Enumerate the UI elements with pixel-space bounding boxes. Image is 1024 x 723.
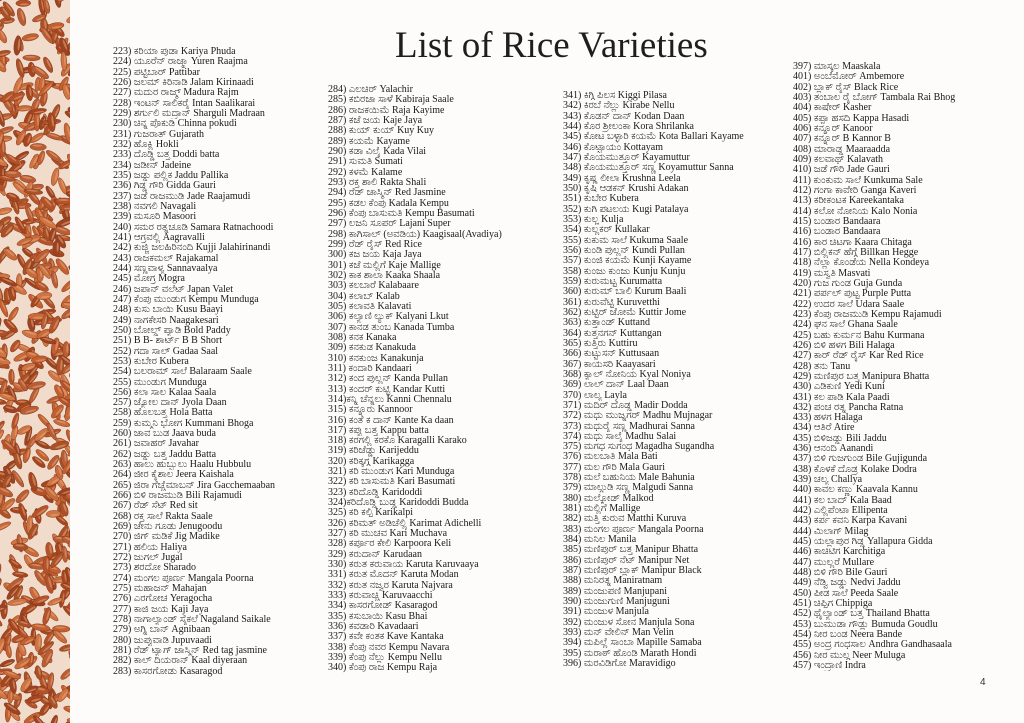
- variety-item: 456) ನೀರ ಮುಲ್ಗ Neer Muluga: [793, 650, 906, 661]
- variety-item: 244) ಸಣ್ಣವಾಳ್ಯ Sannavaalya: [113, 263, 218, 274]
- rice-grain: [10, 412, 20, 430]
- variety-item: 250) ಬೋಲ್ಡ್ ಪ್ಯಾಡಿ Bold Paddy: [113, 325, 231, 336]
- variety-item: 255) ಮುಂಡುಗ Munduga: [113, 377, 207, 388]
- variety-item: 435) ಬಿಳಿಜಡ್ಡು Bili Jaddu: [793, 433, 887, 444]
- variety-item: 301) ಕಜೆ ಮಲ್ಲಿಗೆ Kaje Mallige: [328, 260, 441, 271]
- variety-item: 283) ಕಾಸರಗೋಡು Kasaragod: [113, 666, 223, 677]
- variety-item: 422) ಉದರ ಸಾಲೆ Udara Saale: [793, 299, 905, 310]
- variety-item: 431) ಕಲ ಪಾಡಿ Kala Paadi: [793, 392, 890, 403]
- variety-item: 417) ಬಿಲ್ಲಿಕನ್ ಹೆಗ್ಗೆ Billkan Hegge: [793, 247, 919, 258]
- variety-item: 455) ಅಂದ್ರ ಗಂಧಸಾಲ Andhra Gandhasaala: [793, 640, 952, 651]
- variety-item: 308) ಕನಕ Kanaka: [328, 332, 397, 343]
- variety-item: 378) ಮಲೆ ಬಹುನಿಯ Male Bahunia: [563, 473, 695, 484]
- variety-item: 396) ಮರವಿಡಿಗೋ Maravidigo: [563, 659, 676, 670]
- variety-item: 225) ಪಟ್ಟಿಬಾರ್ Pattibar: [113, 67, 200, 78]
- rice-grain: [16, 0, 31, 7]
- variety-item: 373) ಮಧುರೈ ಸಣ್ಣ Madhurai Sanna: [563, 421, 695, 432]
- variety-item: 453) ಬುಮುಡಾ ಗೌಡ್ಲು Bumuda Goudlu: [793, 619, 938, 630]
- variety-item: 429) ಮಣಿಪುರ ಬತ್ತ Manipura Bhatta: [793, 371, 930, 382]
- rice-grain: [60, 277, 70, 293]
- variety-item: 262) ಜಡ್ಡು ಬತ್ತ Jaddu Batta: [113, 449, 217, 460]
- variety-item: 292) ಕಳಮೆ Kalame: [328, 167, 403, 178]
- variety-item: 351) ಕುಬೇರ Kubera: [563, 194, 639, 205]
- variety-item: 359) ಕುರುಮಟ್ಟ Kurumatta: [563, 276, 663, 287]
- variety-item: 318) ಕರಗಲ್ಲಿ ಕರಕೊ Karagalli Karako: [328, 436, 467, 447]
- variety-item: 294) ರೆಡ್ ಜಾಸ್ಮಿನ್ Red Jasmine: [328, 188, 446, 199]
- variety-item: 432) ಪಂಚ ರತ್ನ Pancha Ratna: [793, 402, 904, 413]
- variety-item: 224) ಯೂರೆನ್ ರಾಜ್ಮಾ Yuren Raajma: [113, 57, 248, 68]
- variety-item: 316) ಕಂತೆ ಕ ದಾನ್ Kante Ka daan: [328, 415, 454, 426]
- variety-item: 441) ಕಲ ಬಾದ್ Kala Baad: [793, 495, 892, 506]
- variety-item: 344) ಕೊರ ಶ್ರೀಲಂಕಾ Kora Shrilanka: [563, 121, 694, 132]
- variety-item: 413) ಕರೀಕಂಟಕ Kareekantaka: [793, 196, 904, 207]
- variety-item: 309) ಕನಕುಡ Kanakuda: [328, 343, 416, 354]
- variety-item: 254) ಬಲರಾಮ್ ಸಾಲೆ Balaraam Saale: [113, 367, 252, 378]
- variety-item: 282) ಕಾಲ್ ದಿಯರಾನ್ Kaal diyeraan: [113, 656, 248, 667]
- variety-item: 361) ಕುರುವೆಟ್ಟಿ Kuruvetthi: [563, 297, 660, 308]
- variety-item: 364) ಕುತ್ತನಗನ್ Kuttangan: [563, 328, 662, 339]
- variety-item: 444) ಮಿಲಾಗ್ Milag: [793, 526, 869, 537]
- variety-item: 451) ಚಿಪ್ಪಿಗ Chippiga: [793, 599, 873, 610]
- variety-item: 420) ಗುಜ ಗುಂಡ Guja Gunda: [793, 278, 903, 289]
- variety-item: 338) ಕೆಂಪು ನವರ Kempu Navara: [328, 642, 450, 653]
- variety-item: 345) ಕೋಟ ಬಳ್ಳಾರಿ ಕಯಮೆ Kota Ballari Kayame: [563, 132, 744, 143]
- variety-item: 401) ಅಂಬೆಮೋರ್ Ambemore: [793, 72, 905, 83]
- variety-item: 276) ಎರಗೋಚ Yeragocha: [113, 594, 213, 605]
- variety-item: 336) ಕವಡಾರಿ Kavadaari: [328, 622, 419, 633]
- variety-item: 447) ಮುಲ್ಲರೆ Mullare: [793, 557, 875, 568]
- rice-grain: [15, 7, 27, 26]
- variety-item: 411) ಕುಂಕುಮ ಸಾಲೆ Kunkuma Sale: [793, 175, 923, 186]
- variety-item: 391) ಮಂಜುಳ Manjula: [563, 607, 649, 618]
- rice-grain: [66, 13, 70, 25]
- variety-item: 382) ಮತ್ತಿ ಕುರುವ Matthi Kuruva: [563, 514, 687, 525]
- variety-item: 443) ಕರ್ಪ ಕವನಿ Karpa Kavani: [793, 516, 908, 527]
- variety-item: 227) ಮದುರ ರಾಜ್ಮ್ Madura Rajm: [113, 88, 239, 99]
- variety-item: 291) ಸುಮತಿ Sumati: [328, 157, 403, 168]
- variety-item: 270) ಜಿಗ್ ಮಡಿಕೆ Jig Madike: [113, 532, 220, 543]
- rice-grain-image: [0, 0, 70, 723]
- variety-item: 310) ಕನಕುಂಜ Kanakunja: [328, 353, 424, 364]
- variety-item: 440) ಕಾವಲ ಕಣ್ಣು Kaavala Kannu: [793, 485, 918, 496]
- variety-item: 233) ದೊಡ್ಡಿ ಬತ್ತ Doddi batta: [113, 150, 220, 161]
- variety-item: 362) ಕುಟ್ಟಿರ್ ಜೋಮೆ Kuttir Jome: [563, 307, 687, 318]
- rice-grain: [13, 35, 22, 55]
- variety-item: 281) ರೆಡ್ ಟ್ಯಾಗ್ ಜಾಸ್ಮಿನ್ Red tag jasmine: [113, 646, 267, 657]
- variety-item: 380) ಮಲ್ಕೋಡ್ Malkod: [563, 493, 654, 504]
- variety-item: 267) ರೆಡ್ ಸೆಟ್ Red sit: [113, 501, 198, 512]
- rice-grain: [23, 55, 41, 61]
- variety-item: 234) ಜಡೀನ್ Jadeine: [113, 160, 192, 171]
- variety-item: 397) ಮಾಸ್ಕಲ Maaskala: [793, 62, 881, 72]
- variety-item: 325) ಕರಿ ಕಲ್ಪಿ Karikalpi: [328, 508, 414, 519]
- variety-item: 299) ರೆಡ್ ರೈಸ್ Red Rice: [328, 239, 422, 250]
- variety-item: 446) ಕಾಚಿಟಿಗ Karchitiga: [793, 547, 886, 558]
- variety-item: 286) ರಾಜಕಯಿಮೆ Raja Kayime: [328, 105, 445, 116]
- variety-item: 268) ರಕ್ತ ಸಾಲೆ Rakta Saale: [113, 511, 213, 522]
- variety-item: 272) ಜುಗಲ್ Jugal: [113, 553, 183, 564]
- variety-item: 232) ಹೊಕ್ಲಿ Hokli: [113, 139, 179, 150]
- variety-column-2: [328, 85, 558, 674]
- rice-grain: [25, 84, 33, 101]
- variety-item: 424) ಘನ ಸಾಲೆ Ghana Saale: [793, 320, 898, 331]
- variety-item: 367) ಕಾಯಸರಿ Kaayasari: [563, 359, 656, 370]
- variety-item: 388) ಮನಿರತ್ನ Maniratnam: [563, 576, 663, 587]
- rice-grain: [0, 520, 12, 533]
- variety-item: 357) ಕುಂಜಿ ಕಯಮೆ Kunji Kayame: [563, 256, 692, 267]
- variety-item: 322) ಕರಿ ಬಾಸುಮತಿ Kari Basumati: [328, 477, 456, 488]
- variety-item: 228) ಇಂಟನ್ ಸಾಲಿಕರೈ Intan Saalikarai: [113, 98, 256, 109]
- variety-item: 246) ಜಪಾನ್ ವಲೆಟ್ Japan Valet: [113, 284, 234, 295]
- rice-grain: [0, 206, 13, 216]
- variety-item: 315) ಕನ್ನೂರು Kannoor: [328, 405, 413, 416]
- variety-item: 421) ಪರ್ಪಲ್ ಪುಟ್ಟ Purple Putta: [793, 289, 912, 300]
- page-title: List of Rice Varieties: [395, 25, 708, 66]
- variety-item: 385) ಮಣಿಪುರ್ ಬತ್ತ Manipur Bhatta: [563, 545, 699, 556]
- variety-item: 415) ಬಂಡಾರ Bandaara: [793, 216, 881, 227]
- variety-item: 428) ತನು Tanu: [793, 361, 851, 372]
- variety-column-4: [793, 62, 1008, 671]
- variety-item: 403) ತಂಬಾಲ ರೈ ಬೋಗ್ Tambala Rai Bhog: [793, 92, 956, 103]
- variety-item: 284) ಎಲಚಿರ್ Yalachir: [328, 85, 413, 95]
- variety-item: 450) ಪೀಡ ಸಾಲೆ Peeda Saale: [793, 588, 899, 599]
- variety-item: 258) ಹೊಲಬತ್ತ Hola Batta: [113, 408, 213, 419]
- variety-item: 358) ಕುಂಜು ಕುಂಜು Kunju Kunju: [563, 266, 686, 277]
- variety-item: 307) ಕಾನಡ ತುಂಬ Kanada Tumba: [328, 322, 455, 333]
- rice-grain: [67, 649, 70, 668]
- variety-item: 416) ಬಂಡಾರ Bandaara: [793, 227, 881, 238]
- variety-item: 410) ಜಡೆ ಗೌರಿ Jade Gauri: [793, 165, 890, 176]
- variety-item: 223) ಕರಿಯಾ ಪುಡಾ Kariya Phuda: [113, 47, 236, 57]
- variety-item: 280) ಜುಪ್ಪುವಾಡಿ Jupuvaadi: [113, 635, 212, 646]
- variety-item: 406) ಕನ್ನೂರ್ Kanoor: [793, 123, 873, 134]
- variety-item: 289) ಕಯಮೆ Kayame: [328, 136, 410, 147]
- variety-item: 339) ಕೆಂಪು ನೆಲ್ಲು Kempu Nellu: [328, 653, 442, 664]
- variety-item: 335) ಕಸುಬಾಯಿ Kasu Bhai: [328, 611, 428, 622]
- variety-item: 313) ಕಂದರ್ ಕುಟ್ಟಿ Kandar Kutti: [328, 384, 446, 395]
- variety-item: 252) ಗದಾ ಸಾಲ್ Gadaa Saal: [113, 346, 219, 357]
- variety-item: 334) ಕಾಸರಗೋಡ್ Kasaragod: [328, 601, 438, 612]
- rice-grain: [0, 562, 3, 579]
- variety-item: 314)ಕನ್ನಿ ಚೆನ್ನಲು Kanni Chennalu: [328, 394, 452, 405]
- variety-item: 423) ಕೆಂಪು ರಾಜಮುಡಿ Kempu Rajamudi: [793, 309, 942, 320]
- variety-item: 389) ಮಂಜುಪಣಿ Manjupani: [563, 586, 667, 597]
- variety-item: 350) ಕೃಷಿ ಆಡಕನ್ Krushi Adakan: [563, 183, 689, 194]
- variety-item: 320) ಕರಿಕ್ಕಗ್ಗ Karikagga: [328, 456, 415, 467]
- rice-grain: [7, 306, 20, 323]
- rice-grain: [63, 341, 70, 357]
- variety-item: 390) ಮಂಜುಗುಣಿ Manjuguni: [563, 597, 670, 608]
- variety-item: 293) ರಕ್ತ ಶಾಲಿ Rakta Shali: [328, 177, 427, 188]
- rice-grain: [43, 556, 50, 574]
- rice-grain: [49, 714, 60, 723]
- variety-item: 377) ಮಲ ಗೌರಿ Mala Gauri: [563, 462, 666, 473]
- variety-item: 341) ಕಿಗ್ಗಿ ಪಿಲಸ Kiggi Pilasa: [563, 91, 667, 101]
- variety-item: 433) ಹಳಗ Halaga: [793, 413, 863, 424]
- rice-grain: [0, 28, 9, 44]
- variety-item: 297) ಲಜನಿ ಸೂಪರ್ Lajani Super: [328, 219, 451, 230]
- variety-item: 304) ಕಲಾಬ್ Kalab: [328, 291, 400, 302]
- variety-item: 405) ಕಪ್ಪಾ ಹಸದಿ Kappa Hasadi: [793, 113, 910, 124]
- variety-item: 375) ಮಗಧ ಸುಗಂಧ Magadha Sugandha: [563, 442, 715, 453]
- variety-item: 347) ಕೊಯಮುತ್ತೂರ್ Kayamuttur: [563, 152, 690, 163]
- variety-item: 237) ಜಡೆ ರಾಜಮುಡಿ Jade Raajamudi: [113, 191, 251, 202]
- variety-item: 419) ಮಸ್ವತಿ Masvati: [793, 268, 871, 279]
- variety-item: 277) ಕಾಜಿ ಜಯ Kaji Jaya: [113, 604, 209, 615]
- variety-item: 264) ಜೀರ ಕೈಶಾಲ Jeera Kaishala: [113, 470, 234, 481]
- variety-item: 247) ಕೆಂಪು ಮುಂಡುಗ Kempu Munduga: [113, 294, 259, 305]
- variety-item: 249) ನಾಗಕೇಸರಿ Naagakesari: [113, 315, 219, 326]
- variety-item: 356) ಕುಂಡಿ ಪುಲ್ಲನ್ Kundi Pullan: [563, 245, 685, 256]
- variety-item: 235) ಜಡ್ಡು ಪಲ್ಲಿಕ Jaddu Pallika: [113, 170, 229, 181]
- variety-item: 376) ಮಲಬಾತಿ Mala Bati: [563, 452, 658, 463]
- variety-item: 384) ಮನಿಲ Manila: [563, 535, 637, 546]
- variety-item: 425) ಬಹು ಕುರ್ಮನ Bahu Kurmana: [793, 330, 925, 341]
- variety-item: 407) ಕನ್ನೂರ್ B Kannor B: [793, 134, 891, 145]
- variety-item: 302) ಕಾಕ ಶಾಲಾ Kaaka Shaala: [328, 270, 441, 281]
- variety-item: 261) ಜವಾಹರ್ Javahar: [113, 439, 199, 450]
- variety-item: 402) ಬ್ಲಾಕ್ ರೈಸ್ Black Rice: [793, 82, 899, 93]
- variety-item: 366) ಕುಟ್ಟುಸನ್ Kuttusaan: [563, 349, 660, 360]
- variety-item: 408) ಮಾರಾಡ್ಡ Maaraadda: [793, 144, 891, 155]
- variety-item: 263) ಹಾಲು ಹುಬ್ಬುಲು Haalu Hubbulu: [113, 460, 252, 471]
- variety-item: 449) ನೆಡ್ವಿ ಜಡ್ಡು Nedvi Jaddu: [793, 578, 901, 589]
- variety-item: 342) ಕಿರಬೆ ನೆಲ್ಲು Kirabe Nellu: [563, 101, 675, 112]
- rice-grain: [14, 488, 31, 505]
- variety-item: 330) ಕರುತ ಕರುವಾಯ Karuta Karuvaaya: [328, 560, 479, 571]
- variety-item: 251) B B- ಶಾರ್ಟ್ B B Short: [113, 336, 222, 347]
- variety-item: 409) ಕಲವಾಥ್ Kalavath: [793, 154, 884, 165]
- variety-item: 374) ಮಧು ಸಾಲೈ Madhu Salai: [563, 431, 677, 442]
- rice-grain: [8, 369, 14, 385]
- variety-item: 363) ಕುತ್ತಾಂಡ್ Kuttand: [563, 318, 650, 329]
- variety-item: 229) ಶರ್ಗುಲಿ ಮದ್ರಾನ್ Sharguli Madraan: [113, 108, 265, 119]
- variety-item: 256) ಕಲಾ ಸಾಲ Kalaa Saala: [113, 387, 217, 398]
- variety-item: 287) ಕಜೆ ಜಯ Kaje Jaya: [328, 115, 423, 126]
- variety-item: 290) ಕಡಾ ವಿಲೈ Kada Vilai: [328, 146, 427, 157]
- variety-item: 436) ಆನಂದಿ Aanandi: [793, 444, 874, 455]
- rice-grain: [63, 705, 70, 716]
- variety-item: 394) ಮಪಿಲ್ಲೆ ಸಾಂಬಾ Mapille Samaba: [563, 638, 702, 649]
- variety-item: 324)ಕರಿದೊಡ್ಡಿ ಬುಡ್ಡ Karidoddi Budda: [328, 498, 469, 509]
- variety-item: 383) ಮಂಗಲ ಪೂರ್ಣ Mangala Poorna: [563, 524, 704, 535]
- variety-item: 298) ಕಾಗಿಸಾಲ್ (ಅವಡಿಯ) Kaagisaal(Avadiya): [328, 229, 502, 240]
- variety-item: 323) ಕರಿದೊಡ್ಡಿ Karidoddi: [328, 487, 423, 498]
- variety-item: 327) ಕರಿ ಮುಚವ Kari Muchava: [328, 529, 448, 540]
- variety-item: 430) ಎಡಿಕುಣಿ Yedi Kuni: [793, 382, 885, 393]
- variety-item: 387) ಮಣಿಪುರ್ ಬ್ಲಾಕ್ Manipur Black: [563, 566, 702, 577]
- variety-item: 300) ಕಜ ಜಯ Kaja Jaya: [328, 250, 422, 261]
- variety-item: 317) ಕಪ್ಪು ಬತ್ತ Kappu batta: [328, 425, 429, 436]
- variety-item: 360) ಕುರುಮ್ ಬಾಲಿ Kurum Baali: [563, 287, 687, 298]
- variety-item: 426) ಬಿಳಿ ಹಳಗ Bili Halaga: [793, 340, 895, 351]
- variety-item: 381) ಮಲ್ಲಿಗೆ Mallige: [563, 504, 641, 515]
- variety-item: 452) ಥೈಲ್ಯಾಂಡ್ ಬತ್ತ Thailand Bhatta: [793, 609, 930, 620]
- variety-item: 416) ಕಾರ ಚಿಟಗಾ Kaara Chitaga: [793, 237, 912, 248]
- variety-item: 379) ಮಾಲ್ಗುಡಿ ಸಣ್ಣ Malgudi Sanna: [563, 483, 694, 494]
- variety-item: 306) ಕಲ್ಯಾಣಿ ಲ್ಯುಕ್ Kalyani Lkut: [328, 312, 449, 323]
- variety-item: 395) ಮರಾಠ್ ಹೊಂಡಿ Marath Hondi: [563, 648, 697, 659]
- variety-item: 273) ಶರದೋ Sharado: [113, 563, 196, 574]
- variety-item: 265) ಜಿರಾ ಗೆಚ್ಚೆಮಾಬನ್ Jira Gacchemaaban: [113, 480, 276, 491]
- variety-item: 285) ಕಬಿರಜಾ ಸಾಳೆ Kabiraja Saale: [328, 95, 454, 106]
- variety-item: 226) ಜಲಮ್ ಕಿರಿನಾಡಿ Jalam Kirinaadi: [113, 77, 254, 88]
- variety-item: 329) ಕರುದಾನ್ Karudaan: [328, 549, 422, 560]
- variety-item: 454) ನೀರ ಬಂಡ Neera Bande: [793, 630, 903, 641]
- variety-item: 337) ಕವೇ ಕಂತಕ Kave Kantaka: [328, 632, 444, 643]
- variety-item: 437) ಬಿಳಿ ಗುಜಗುಂಡ Bile Gujigunda: [793, 454, 928, 465]
- variety-item: 353) ಕುಲ್ಜ Kulja: [563, 214, 624, 225]
- variety-item: 365) ಕುತ್ತಿರು Kuttiru: [563, 338, 638, 349]
- variety-item: 321) ಕರಿ ಮುಂಡುಗ Kari Munduga: [328, 467, 455, 478]
- variety-item: 295) ಕಡಲ ಕೆಂಪು Kadala Kempu: [328, 198, 449, 209]
- variety-item: 328) ಕರ್ಪೂರ ಕೇಲಿ Karpoora Keli: [328, 539, 452, 550]
- variety-item: 243) ರಾಜಕಮಲ್ Rajakamal: [113, 253, 219, 264]
- variety-item: 434) ಆತಿರೆ Atire: [793, 423, 855, 434]
- variety-item: 427) ಕಾರ್ ರೆಡ್ ರೈಸ್ Kar Red Rice: [793, 351, 924, 362]
- rice-grain: [30, 143, 47, 151]
- variety-item: 354) ಕುಲ್ಲಕರ್ Kullakar: [563, 225, 650, 236]
- rice-grain: [0, 658, 16, 669]
- variety-item: 368) ಕ್ಯಾಲ್ ನೋನಿಯ Kyal Noniya: [563, 369, 691, 380]
- rice-grain: [5, 643, 13, 658]
- variety-item: 230) ಚಿನ್ನ ಪೊಕುಡಿ Chinna pokudi: [113, 119, 237, 130]
- variety-item: 239) ಮಸೂರಿ Masoori: [113, 212, 197, 223]
- variety-column-1: [113, 47, 325, 677]
- variety-item: 352) ಕುಗಿ ಪಟಲಯ Kugi Patalaya: [563, 204, 689, 215]
- variety-item: 448) ಬಿಳಿ ಗೌರಿ Bile Gauri: [793, 568, 888, 579]
- rice-grain-border: [0, 0, 70, 723]
- variety-item: 393) ಮನ್ ವೇಲಿನ್ Man Velin: [563, 628, 674, 639]
- rice-grain: [0, 577, 4, 595]
- rice-grain: [59, 643, 70, 653]
- variety-item: 296) ಕೆಂಪು ಬಾಸುಮತಿ Kempu Basumati: [328, 208, 475, 219]
- variety-item: 236) ಗಿಡ್ಡ ಗೌರಿ Gidda Gauri: [113, 181, 216, 192]
- variety-item: 386) ಮಣಿಪುರ್ ನೆಟ್ Manipur Net: [563, 555, 690, 566]
- variety-item: 303) ಕಲಬಾರೆ Kalabaare: [328, 281, 419, 292]
- variety-item: 241) ಆಗ್ರವಲ್ಲಿ Aagravalli: [113, 232, 205, 243]
- rice-grain: [57, 177, 69, 195]
- variety-item: 442) ಎಲ್ಲಿಪೆಂಟಾ Ellipenta: [793, 506, 888, 517]
- variety-item: 242) ಕುಜ್ಜಿ ಜಲಹಿರಿನಂದಿ Kujji Jalahirinandi: [113, 243, 271, 254]
- variety-item: 439) ಚಲ್ಯ Challya: [793, 475, 863, 486]
- variety-item: 414) ಕಲೋ ನೋನಿಯ Kalo Nonia: [793, 206, 918, 217]
- rice-grain: [50, 270, 59, 289]
- variety-item: 253) ಕುಬೇರ Kubera: [113, 356, 189, 367]
- variety-item: 343) ಕೊಡನ್ ದಾನ್ Kodan Daan: [563, 111, 685, 122]
- variety-item: 349) ಕೃಷ್ಣ ಲೀಲಾ Krushna Leela: [563, 173, 681, 184]
- variety-item: 257) ಜ್ಯೋಲ ದಾನ್ Jyola Daan: [113, 398, 227, 409]
- variety-item: 248) ಕುಸು ಬಾಯಿ Kusu Baayi: [113, 305, 224, 316]
- variety-item: 278) ನಾಗಾಲ್ಯಾಂಡ್ ಸೈಕಲೆ Nagaland Saikale: [113, 615, 271, 626]
- variety-item: 355) ಕುಕುಮ ಸಾಲೆ Kukuma Saale: [563, 235, 689, 246]
- rice-grain: [34, 665, 43, 680]
- variety-item: 231) ಗುಜರಾತ್ Gujarath: [113, 129, 204, 140]
- variety-item: 331) ಕರುತ ಮೊದನ್ Karuta Modan: [328, 570, 459, 581]
- variety-item: 274) ಮಂಗಲ ಪೂರ್ಣ Mangala Poorna: [113, 573, 254, 584]
- variety-item: 319) ಕರಿಜೆಡ್ಡು Karijeddu: [328, 446, 419, 457]
- variety-item: 311) ಕಂದಾರಿ Kandaari: [328, 363, 412, 374]
- variety-item: 259) ಕುಮ್ಮನಿ ಭೋಗ Kummani Bhoga: [113, 418, 254, 429]
- rice-grain: [21, 32, 39, 42]
- variety-item: 305) ಕಲಾವತಿ Kalavati: [328, 301, 412, 312]
- variety-item: 326) ಕರಿಮತ್ ಅಡಿಚೆಲ್ಲಿ Karimat Adichelli: [328, 518, 482, 529]
- variety-item: 288) ಕುಯ್ ಕುಯ್ Kuy Kuy: [328, 126, 435, 137]
- variety-column-3: [563, 91, 789, 669]
- rice-grain: [3, 404, 19, 414]
- rice-grain: [27, 471, 39, 492]
- variety-item: 238) ನವಗಲಿ Navagali: [113, 201, 197, 212]
- variety-item: 370) ಲಾಲ್ಯ Layla: [563, 390, 627, 401]
- variety-item: 275) ಮಹಾಜನ್ Mahajan: [113, 584, 207, 595]
- variety-item: 457) ಇಂದ್ರಾಣಿ Indra: [793, 661, 866, 672]
- variety-item: 269) ಜೇನು ಗೂಡು Jenugoodu: [113, 522, 223, 533]
- variety-item: 412) ಗಂಗಾ ಕಾವೇರಿ Ganga Kaveri: [793, 185, 917, 196]
- rice-grain: [13, 543, 29, 551]
- variety-item: 332) ಕರುತ ನಜ್ವರ Karuta Najvara: [328, 580, 453, 591]
- page-number: 4: [980, 677, 986, 688]
- variety-item: 418) ನೆಲ್ಲಾ ಕೊಂಡೆಯ Nella Kondeya: [793, 258, 930, 269]
- variety-item: 240) ಸಮರ ರತ್ನಚೂಡಿ Samara Ratnachoodi: [113, 222, 274, 233]
- variety-item: 333) ಕರುವಾಚ್ಚಿ Karuvaacchi: [328, 591, 433, 602]
- variety-item: 260) ಜಾವ ಬುಡ Jaava buda: [113, 429, 216, 440]
- variety-item: 392) ಮಂಜುಳ ಸೋನ Manjula Sona: [563, 617, 695, 628]
- variety-item: 348) ಕೊಯಮುತ್ತೂರ್ ಸಣ್ಣ Koyamuttur Sanna: [563, 163, 734, 174]
- variety-item: 340) ಕೆಂಪು ರಾಜ Kempu Raja: [328, 663, 438, 674]
- variety-item: 279) ಅಗ್ನಿ ಬಾನ್ Agnibaan: [113, 625, 211, 636]
- variety-item: 372) ಮಧು ಮುಜ್ನಗರ್ Madhu Mujnagar: [563, 411, 713, 422]
- variety-item: 312) ಕಂದ ಪುಲ್ಲನ್ Kanda Pullan: [328, 374, 448, 385]
- rice-grain: [59, 667, 70, 681]
- variety-item: 369) ಲಾಲ್ ದಾನ್ Laal Daan: [563, 380, 669, 391]
- variety-item: 346) ಕೊಟ್ಟಾಯಂ Kottayam: [563, 142, 663, 153]
- variety-item: 404) ಕಾಷೇರ್ Kasher: [793, 103, 872, 114]
- variety-item: 438) ಕೊಳಕೆ ದೊಡ್ರ Kolake Dodra: [793, 464, 917, 475]
- variety-item: 445) ಯಲ್ಲಾಪುರ ಗಿಡ್ಡ Yallapura Gidda: [793, 537, 933, 548]
- rice-grain: [12, 571, 28, 578]
- variety-item: 371) ಮದಿರ್ ದೊಡ್ಡ Madir Dodda: [563, 400, 688, 411]
- variety-item: 266) ಬಿಳಿ ರಾಜಮುಡಿ Bili Rajamudi: [113, 491, 242, 502]
- variety-item: 271) ಹಲಿಯ Haliya: [113, 542, 187, 553]
- variety-item: 245) ಮೋಗ್ರ Mogra: [113, 274, 185, 285]
